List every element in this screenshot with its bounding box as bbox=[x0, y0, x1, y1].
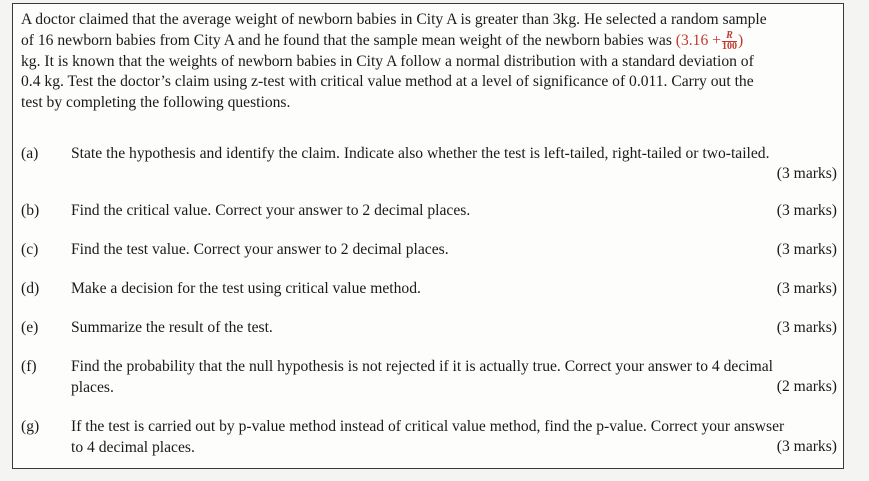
question-label: (a) bbox=[21, 145, 39, 162]
intro-line-3: kg. It is known that the weights of newborn babies in City A follow a normal distribution with a standard deviation of bbox=[21, 52, 754, 70]
question-box bbox=[12, 3, 844, 469]
question-label: (e) bbox=[21, 319, 39, 336]
question-marks: (2 marks) bbox=[776, 378, 837, 395]
question-marks: (3 marks) bbox=[776, 438, 837, 455]
problem-statement bbox=[21, 10, 837, 113]
question-text: State the hypothesis and identify the claim. Indicate also whether the test is left-tailed, right-tailed or two-tailed. bbox=[71, 145, 770, 162]
question-marks: (3 marks) bbox=[776, 241, 837, 258]
intro-line-5: test by completing the following questions. bbox=[21, 93, 291, 111]
question-marks: (3 marks) bbox=[776, 165, 837, 182]
intro-line-2: of 16 newborn babies from City A and he found that the sample mean weight of the newborn babies was (3.16 + $\frac{R}{100}$ ) bbox=[21, 29, 744, 52]
question-d bbox=[21, 279, 837, 300]
question-b bbox=[21, 201, 837, 222]
question-label: (c) bbox=[21, 241, 39, 258]
question-text: Summarize the result of the test. bbox=[71, 319, 273, 336]
question-marks: (3 marks) bbox=[776, 319, 837, 336]
fraction: $\frac{R}{100}$ bbox=[721, 29, 737, 52]
question-marks: (3 marks) bbox=[776, 280, 837, 297]
intro-line-1: A doctor claimed that the average weight of newborn babies in City A is greater than 3kg. He selected a random sample bbox=[21, 11, 767, 28]
sample-mean-expression: (3.16 + $\frac{R}{100}$ ) bbox=[675, 29, 744, 52]
question-label: (d) bbox=[21, 280, 40, 297]
question-text: Find the test value. Correct your answer to 2 decimal places. bbox=[71, 241, 449, 258]
question-text: Find the critical value. Correct your answer to 2 decimal places. bbox=[71, 202, 471, 219]
question-label: (f) bbox=[21, 358, 37, 375]
question-e bbox=[21, 318, 837, 339]
question-label: (g) bbox=[21, 418, 40, 435]
question-marks: (3 marks) bbox=[776, 202, 837, 219]
question-f bbox=[21, 357, 837, 399]
question-text: If the test is carried out by p-value method instead of critical value method, find the p-value. Correct your answser to 4 decimal places. bbox=[71, 418, 785, 456]
question-text: Find the probability that the null hypothesis is not rejected if it is actually true. Correct your answer to 4 decimal places. bbox=[71, 358, 773, 396]
question-text: Make a decision for the test using critical value method. bbox=[71, 280, 421, 297]
question-c bbox=[21, 240, 837, 261]
question-g bbox=[21, 417, 837, 459]
intro-line-4: 0.4 kg. Test the doctor’s claim using z-test with critical value method at a level of significance of 0.011. Carry out the bbox=[21, 73, 754, 90]
question-a bbox=[21, 144, 837, 186]
question-label: (b) bbox=[21, 202, 40, 219]
